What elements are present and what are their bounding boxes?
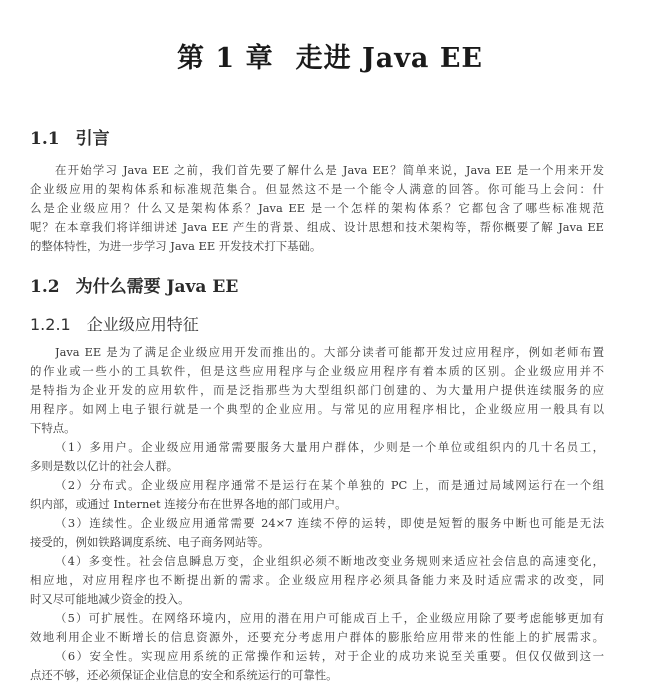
feature-line: 织内部，或通过 Internet 连接分布在世界各地的部门或用户。 xyxy=(30,497,347,511)
paragraph-line: Java EE 是为了满足企业级应用开发而推出的。大部分读者可能都开发过应用程序，例如老师布置 xyxy=(55,345,604,359)
feature-line: 相应地，对应用程序也不断提出新的需求。企业级应用程序必须具备能力来及时适应需求的改变，同 xyxy=(30,573,604,587)
subsection-title: 企业级应用特征 xyxy=(86,315,199,334)
paragraph-line: 呢？在本章我们将详细讲述 Java EE 产生的背景、组成、设计思想和技术架构等，帮你概要了解 Java EE xyxy=(30,220,604,234)
subsection-number: 1.2.1 xyxy=(30,315,71,334)
feature-line: 点还不够，还必须保证企业信息的安全和系统运行的可靠性。 xyxy=(30,668,338,682)
paragraph-line: 的作业或一些小的工具软件，但是这些应用程序与企业级应用程序有着本质的区别。企业级应用并不 xyxy=(30,364,604,378)
paragraph-line: 是特指为企业开发的应用软件，而是泛指那些为大型组织部门创建的、为大量用户提供连续服务的应 xyxy=(30,383,604,397)
feature-line: （1）多用户。企业级应用通常需要服务大量用户群体，少则是一个单位或组织内的几十名员工， xyxy=(55,440,604,454)
paragraph-line: 么是企业级应用？什么又是架构体系？Java EE 是一个怎样的架构体系？它都包含了哪些标准规范 xyxy=(30,201,604,215)
subsection-heading-1-2-1 xyxy=(30,312,199,335)
feature-line: 效地利用企业不断增长的信息资源外，还要充分考虑用户群体的膨胀给应用带来的性能上的扩展需求。 xyxy=(30,630,604,644)
paragraph-line: 在开始学习 Java EE 之前，我们首先要了解什么是 Java EE？简单来说，Java EE 是一个用来开发 xyxy=(55,163,604,177)
feature-line: （5）可扩展性。在网络环境内，应用的潜在用户可能成百上千，企业级应用除了要考虑能够更加有 xyxy=(55,611,604,625)
paragraph-line: 用程序。如网上电子银行就是一个典型的企业应用。与常见的应用程序相比，企业级应用一般具有以 xyxy=(30,402,604,416)
section-title: 引言 xyxy=(75,129,110,149)
feature-line: （4）多变性。社会信息瞬息万变，企业组织必须不断地改变业务规则来适应社会信息的高速变化， xyxy=(55,554,604,568)
feature-line: （6）安全性。实现应用系统的正常操作和运转，对于企业的成功来说至关重要。但仅仅做到这一 xyxy=(55,649,604,663)
chapter-number: 第 1 章 xyxy=(176,43,274,74)
chapter-title xyxy=(0,36,660,75)
feature-line: 接受的，例如铁路调度系统、电子商务网站等。 xyxy=(30,535,270,549)
feature-line: 多则是数以亿计的社会人群。 xyxy=(30,459,179,473)
feature-line: （2）分布式。企业级应用程序通常不是运行在某个单独的 PC 上，而是通过局域网运行在一个组 xyxy=(55,478,604,492)
paragraph-line: 的整体特性，为进一步学习 Java EE 开发技术打下基础。 xyxy=(30,239,322,253)
section-title: 为什么需要 Java EE xyxy=(75,277,239,297)
paragraph-line: 下特点。 xyxy=(30,421,76,435)
section-number: 1.2 xyxy=(30,277,60,297)
feature-line: （3）连续性。企业级应用通常需要 24×7 连续不停的运转，即使是短暂的服务中断也可能是无法 xyxy=(55,516,604,530)
section-heading-1-2 xyxy=(30,272,238,297)
chapter-name: 走进 Java EE xyxy=(295,43,483,74)
feature-line: 时又尽可能地减少资金的投入。 xyxy=(30,592,190,606)
paragraph-line: 企业级应用的架构体系和标准规范集合。但显然这不是一个能令人满意的回答。你可能马上会问：什 xyxy=(30,182,604,196)
section-number: 1.1 xyxy=(30,129,60,149)
section-heading-1-1 xyxy=(30,124,110,149)
